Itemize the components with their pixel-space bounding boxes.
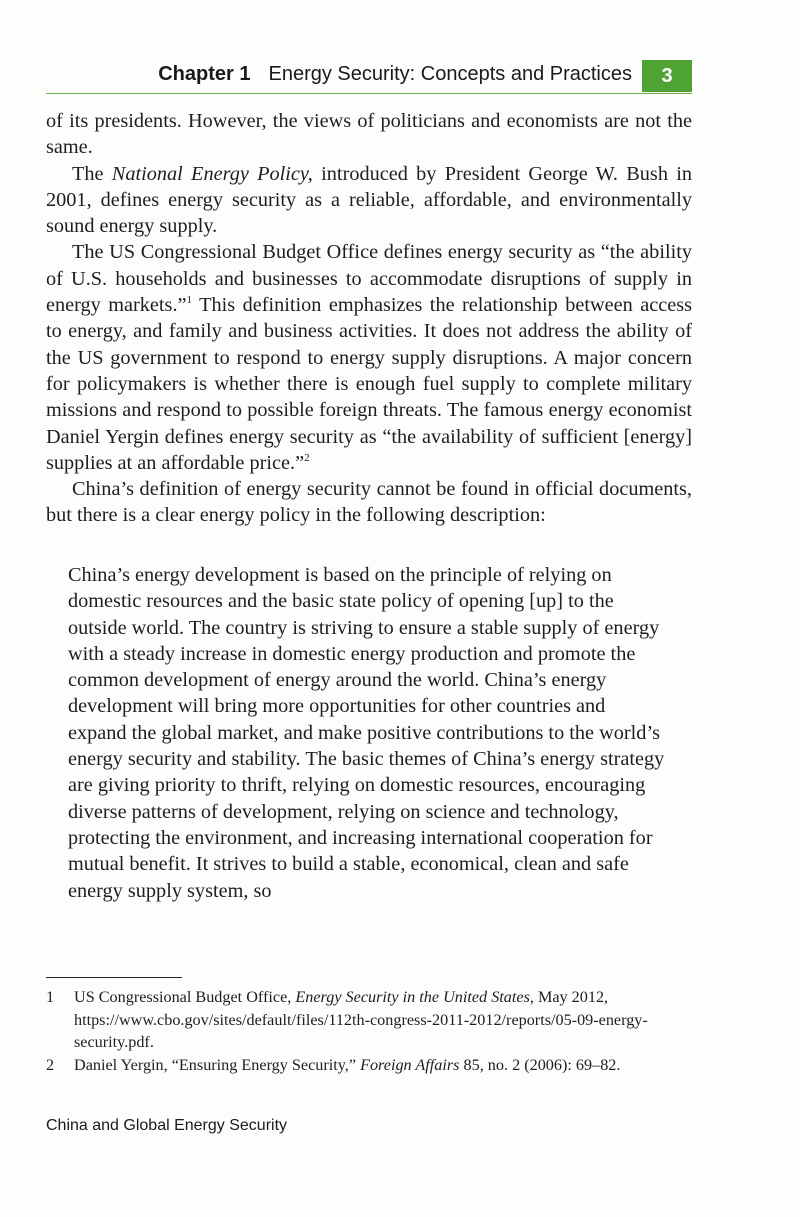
footnote-ref[interactable]: 1 — [186, 294, 193, 307]
italic-title: National Energy Policy, — [111, 162, 313, 185]
body-text — [46, 108, 692, 529]
footnote-number: 2 — [46, 1055, 55, 1074]
running-header — [46, 60, 692, 94]
footnote-number: 1 — [46, 988, 55, 1006]
paragraph: China’s definition of energy security cannot be found in official documents, but there is a clear energy policy in the following description: — [46, 478, 692, 527]
footnote — [46, 986, 692, 1054]
footnote-ref[interactable]: 2 — [304, 452, 310, 465]
text-run: The US Congressional Budget Office defines energy security as “the ability of U.S. households and businesses to accommodate disruptions of supply in energy markets.” — [46, 241, 692, 317]
text-run: 85, no. 2 (2006): 69–82. — [459, 1055, 621, 1074]
text-run: introduced by President George W. Bush in 2001, defines energy security as a reliable, affordable, and environmentally sound energy supply. — [46, 162, 692, 238]
chapter-title: Energy Security: Concepts and Practices — [268, 63, 632, 85]
italic-title: Energy Security in the United States, — [295, 988, 534, 1006]
running-footer: China and Global Energy Security — [46, 1117, 288, 1134]
footnote-text — [74, 986, 692, 1054]
text-run: The — [72, 162, 112, 185]
chapter-label: Chapter 1 — [158, 63, 251, 85]
paragraph: of its presidents. However, the views of politicians and economists are not the same. — [46, 110, 692, 159]
footnotes — [46, 986, 692, 1076]
page-number-badge: 3 — [642, 60, 692, 92]
paragraph — [46, 161, 692, 240]
header-text — [158, 63, 632, 86]
italic-title: Foreign Affairs — [360, 1055, 460, 1074]
text-run: US Congressional Budget Office, — [74, 988, 296, 1006]
footnote — [46, 1054, 692, 1077]
footnote-url[interactable]: May 2012, https://www.cbo.gov/sites/default/files/112th-congress-2011-2012/reports/05-09-energy-security.pdf. — [74, 988, 648, 1051]
text-run: Daniel Yergin, “Ensuring Energy Security,” — [74, 1055, 361, 1074]
block-quote: China’s energy development is based on the principle of relying on domestic resources and the basic state policy of opening [up] to the outside world. The country is striving to ensure a stable supply of energy with a steady increase in domestic energy production and promote the common development of energy around the world. China’s energy development will bring more opportunities for other countries and expand the global market, and make positive contributions to the world’s energy security and stability. The basic themes of China’s energy strategy are giving priority to thrift, relying on domestic resources, encouraging diverse patterns of development, relying on science and technology, protecting the environment, and increasing international cooperation for mutual benefit. It strives to build a stable, economical, clean and safe energy supply system, so — [68, 564, 665, 902]
text-run: This definition emphasizes the relationship between access to energy, and family and business activities. It does not address the ability of the US government to respond to energy supply disruptions. A major concern for policymakers is whether there is enough fuel supply to complete military missions and respond to possible foreign threats. The famous energy economist Daniel Yergin defines energy security as “the availability of sufficient [energy] supplies at an affordable price.” — [46, 294, 693, 474]
footnote-divider — [46, 977, 182, 978]
footnote-text — [74, 1054, 692, 1077]
paragraph — [46, 239, 692, 476]
